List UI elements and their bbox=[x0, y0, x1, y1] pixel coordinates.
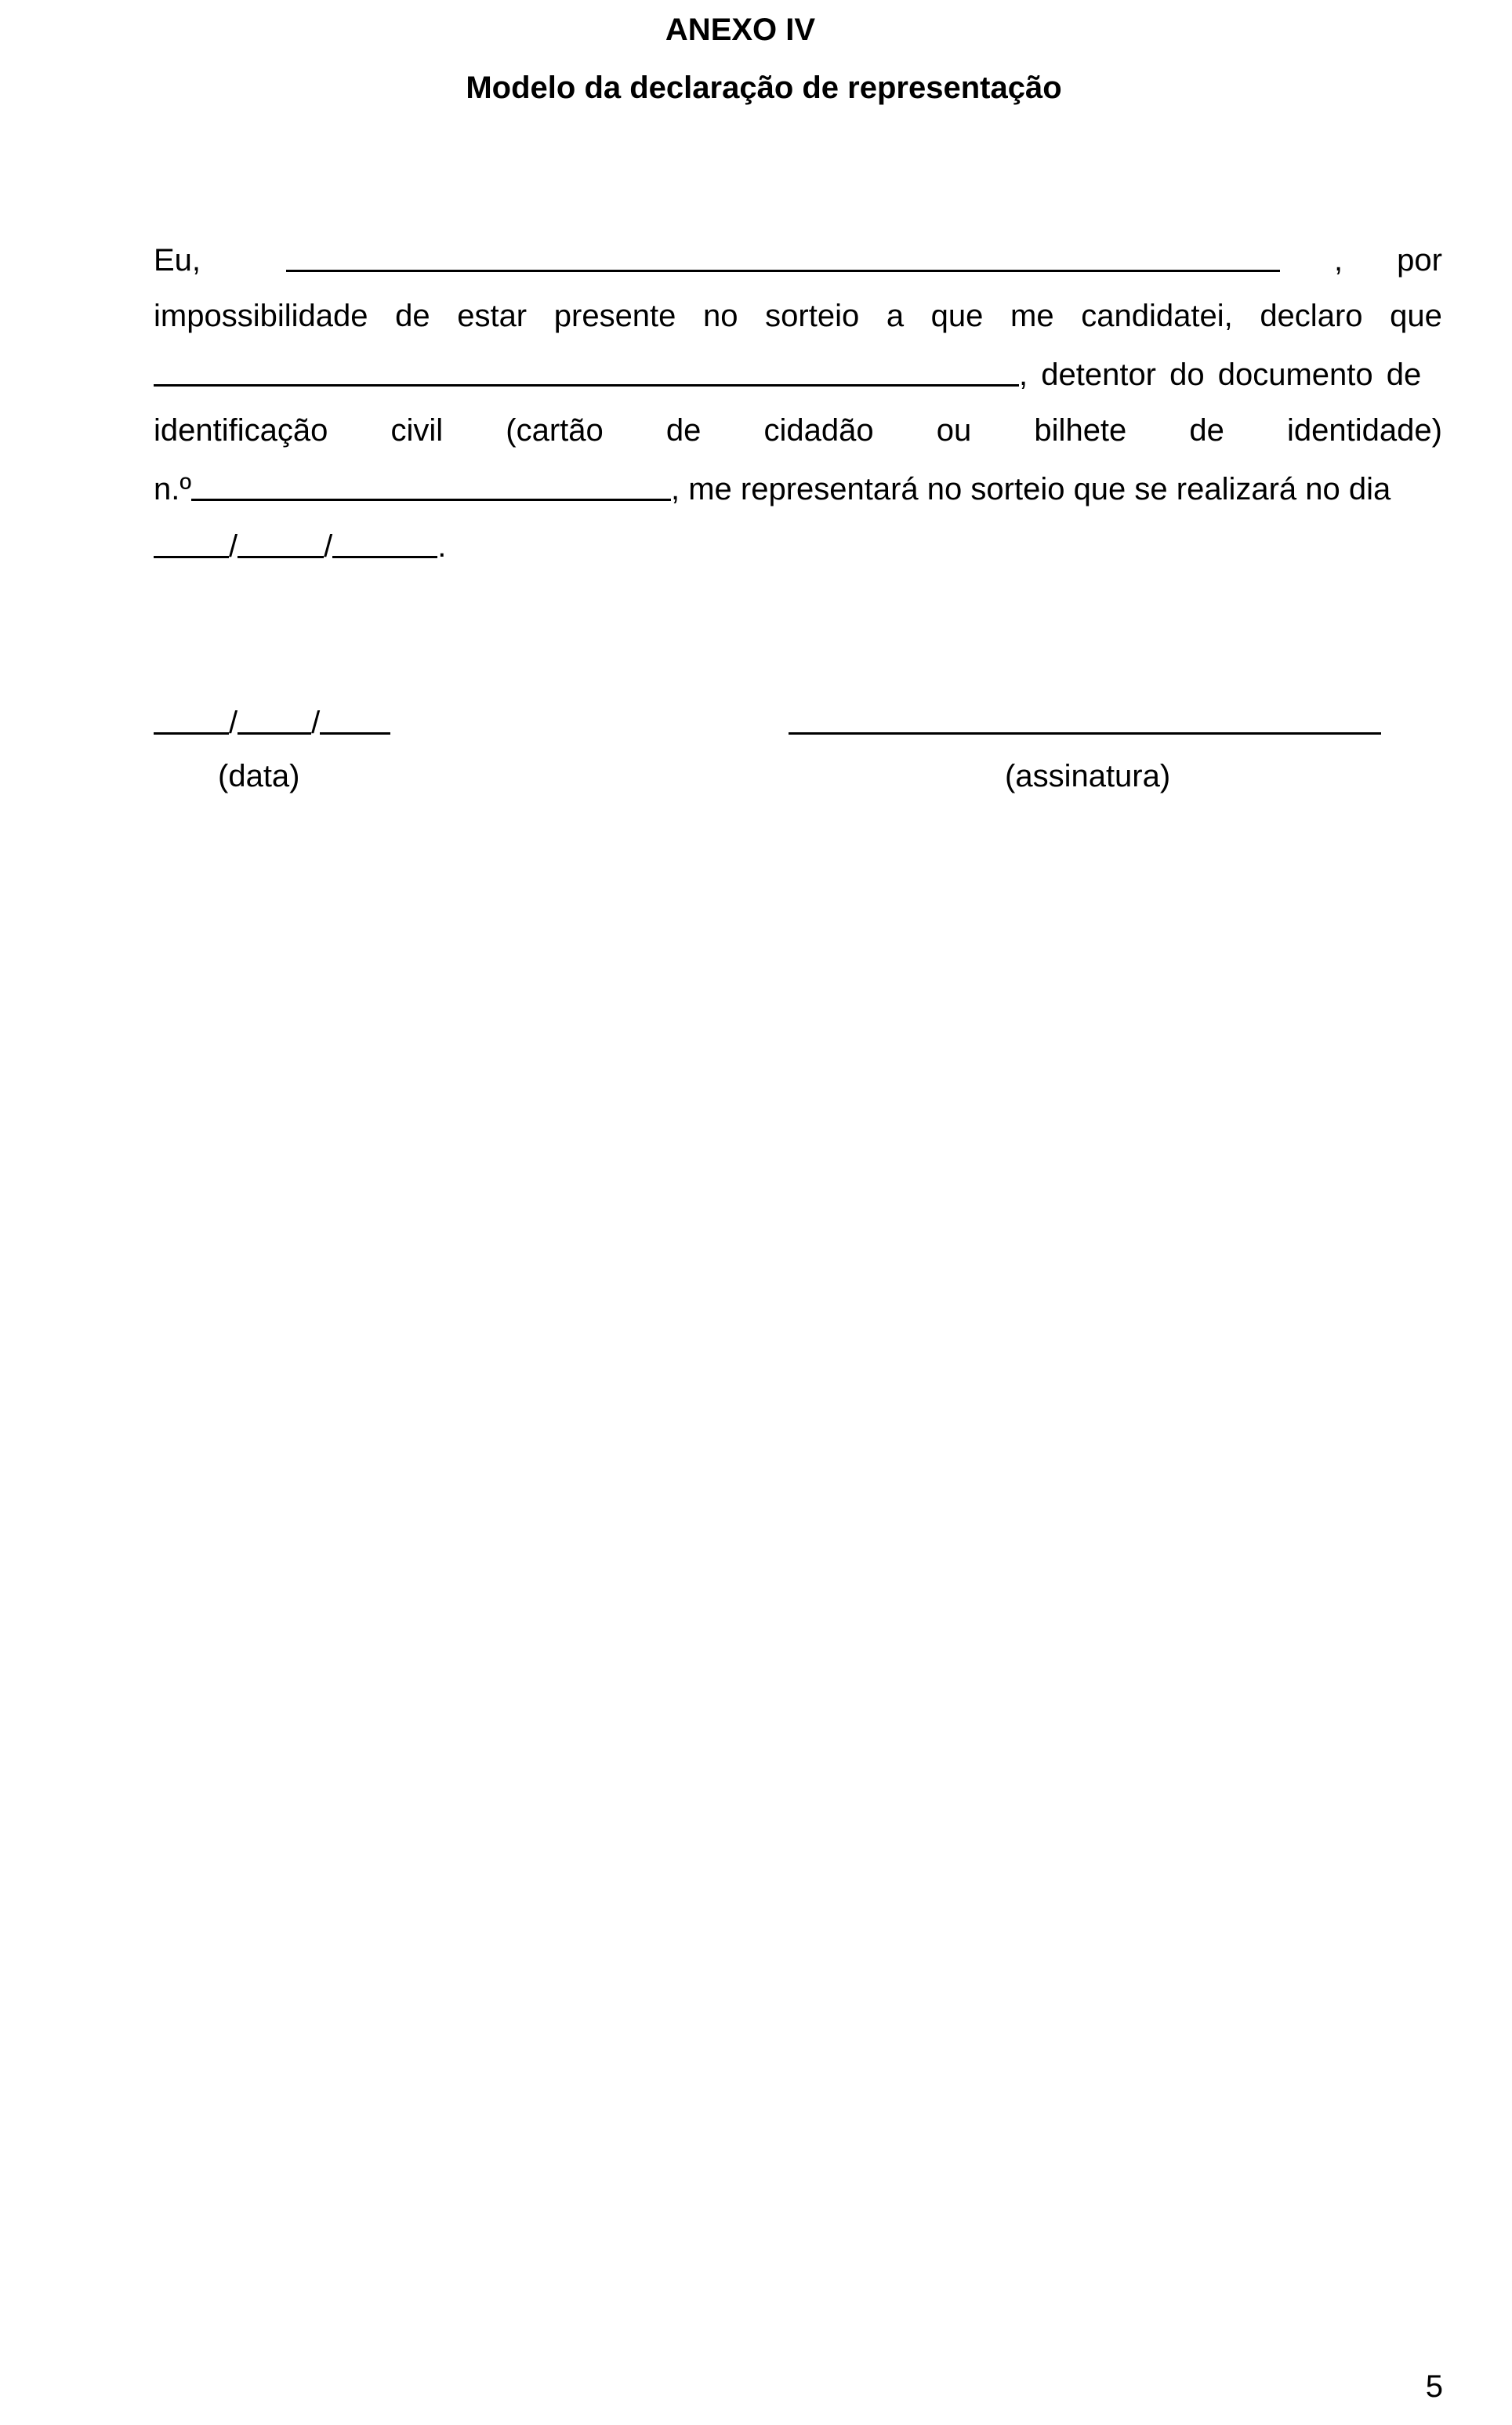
paragraph-line-6 bbox=[154, 523, 1442, 567]
date-label: (data) bbox=[218, 759, 300, 793]
word: me bbox=[1010, 299, 1054, 333]
document-title: Modelo da declaração de representação bbox=[466, 71, 1062, 105]
text-numero: n.º bbox=[154, 472, 191, 506]
word: (cartão bbox=[506, 413, 604, 448]
word: estar bbox=[457, 299, 528, 333]
signature-label: (assinatura) bbox=[1005, 759, 1171, 793]
signature-date-line bbox=[154, 699, 702, 743]
text-representara: , me representará no sorteio que se realizará no dia bbox=[670, 472, 1391, 506]
word: que bbox=[1390, 299, 1442, 333]
word: sorteio bbox=[765, 299, 860, 333]
sign-month-blank[interactable] bbox=[237, 701, 311, 735]
paragraph-line-5 bbox=[154, 466, 1442, 510]
word: declaro bbox=[1260, 299, 1363, 333]
word: identificação bbox=[154, 413, 328, 448]
text-por: por bbox=[1397, 243, 1442, 278]
word: de bbox=[395, 299, 430, 333]
paragraph-line-2 bbox=[154, 294, 1442, 338]
word: ou bbox=[936, 413, 972, 448]
paragraph-line-1 bbox=[154, 237, 1442, 281]
date-separator: / bbox=[324, 529, 333, 564]
word: bilhete bbox=[1034, 413, 1127, 448]
draw-day-blank[interactable] bbox=[154, 525, 229, 558]
word: de bbox=[665, 413, 702, 448]
date-separator: / bbox=[229, 529, 238, 564]
text-detentor: , detentor do documento de bbox=[1019, 358, 1422, 392]
word: candidatei, bbox=[1081, 299, 1233, 333]
sign-day-blank[interactable] bbox=[154, 701, 229, 735]
text-comma: , bbox=[1334, 243, 1343, 278]
annex-label: ANEXO IV bbox=[665, 13, 816, 47]
draw-year-blank[interactable] bbox=[332, 525, 437, 558]
word: presente bbox=[553, 299, 676, 333]
word: cidadão bbox=[763, 413, 874, 448]
word: que bbox=[930, 299, 984, 333]
paragraph-line-3 bbox=[154, 351, 1442, 395]
date-separator: / bbox=[229, 706, 238, 740]
document-number-field-blank[interactable] bbox=[191, 467, 671, 501]
paragraph-line-4 bbox=[154, 408, 1442, 452]
date-separator: / bbox=[311, 706, 321, 740]
representative-field-blank[interactable] bbox=[154, 353, 1019, 387]
word: a bbox=[886, 299, 905, 333]
sign-year-blank[interactable] bbox=[320, 701, 390, 735]
draw-month-blank[interactable] bbox=[237, 525, 324, 558]
text-period: . bbox=[437, 529, 447, 564]
name-field-blank[interactable] bbox=[286, 238, 1280, 272]
word: no bbox=[703, 299, 738, 333]
word: de bbox=[1189, 413, 1224, 448]
text-eu: Eu, bbox=[154, 243, 201, 278]
page-number: 5 bbox=[1425, 2369, 1443, 2404]
word: impossibilidade bbox=[154, 299, 368, 333]
word: civil bbox=[390, 413, 444, 448]
signature-line[interactable] bbox=[789, 732, 1381, 735]
word: identidade) bbox=[1287, 413, 1442, 448]
